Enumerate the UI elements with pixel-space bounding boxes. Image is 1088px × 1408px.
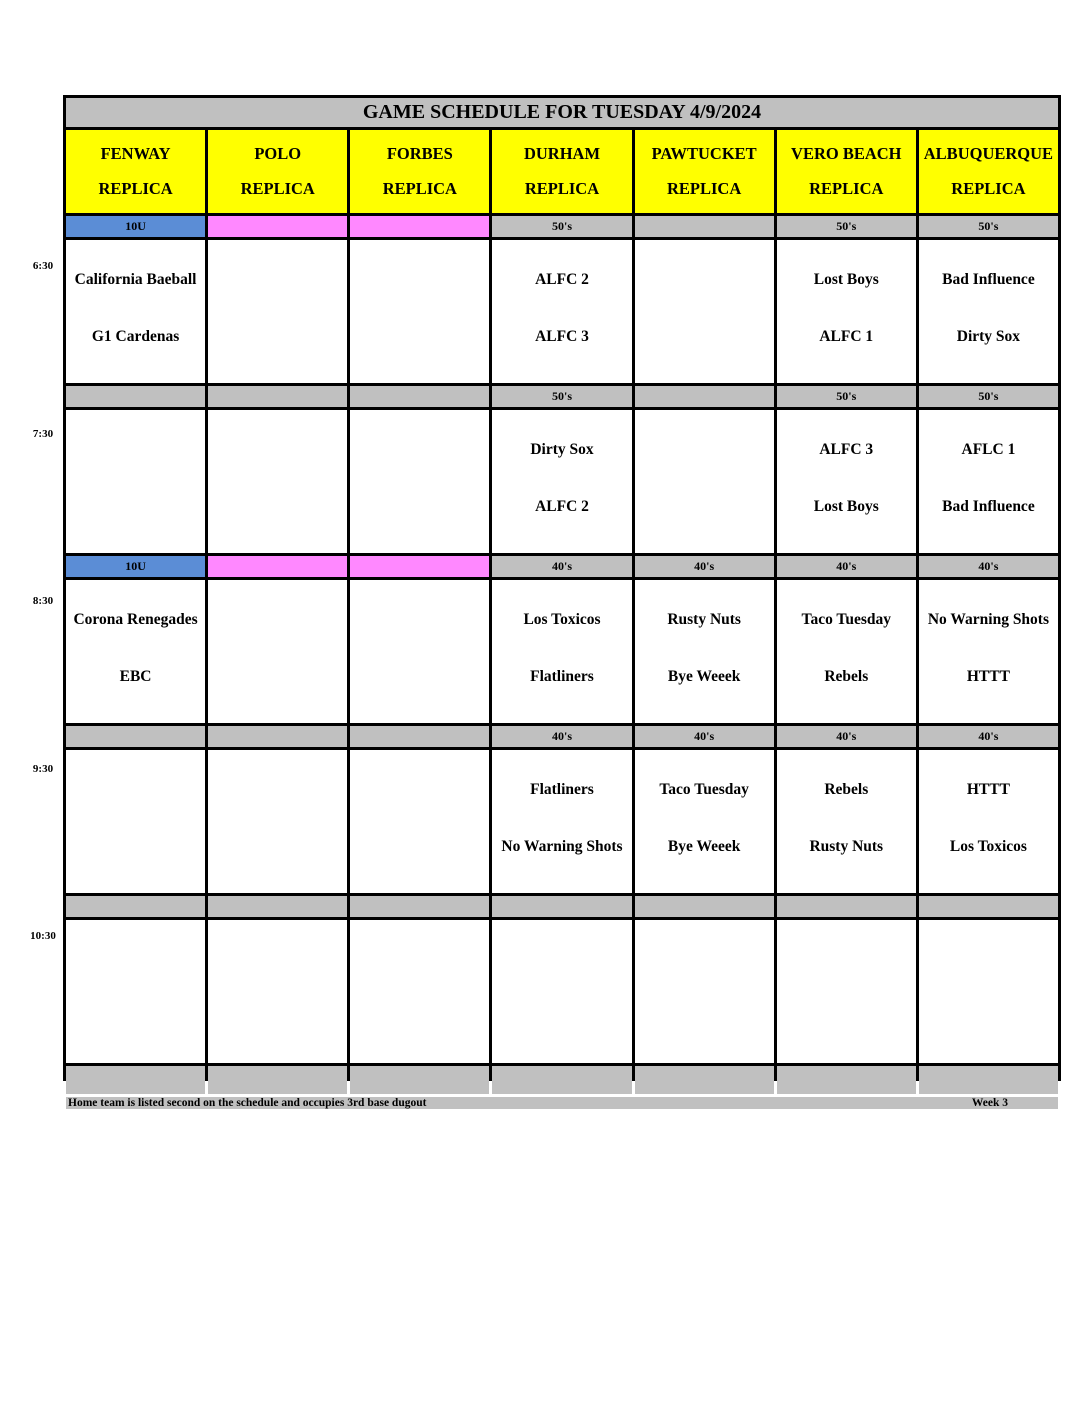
field-name: ALBUQUERQUE [923, 143, 1054, 163]
division-label [66, 896, 205, 917]
away-team: Rusty Nuts [667, 611, 741, 629]
away-team [498, 932, 625, 989]
home-team [641, 989, 768, 1046]
game-cell [492, 410, 631, 553]
away-team [356, 932, 483, 989]
away-team [214, 762, 341, 819]
away-team [925, 932, 1052, 989]
division-label: 50's [777, 216, 916, 237]
divider-cell [919, 1066, 1058, 1094]
division-label [350, 386, 489, 407]
away-team [641, 422, 768, 479]
away-team: Lost Boys [813, 271, 879, 289]
home-team [214, 649, 341, 706]
divider-cell [492, 1066, 631, 1094]
divider-cell [777, 1066, 916, 1094]
field-header [492, 130, 631, 213]
away-team [783, 932, 910, 989]
away-team: Rebels [824, 781, 869, 799]
home-team: Dirty Sox [956, 327, 1021, 345]
away-team: California Baeball [74, 271, 197, 289]
game-cell [635, 240, 774, 383]
divider-cell [350, 1066, 489, 1094]
division-label: 40's [777, 726, 916, 747]
game-cell [777, 920, 916, 1063]
division-label [777, 896, 916, 917]
field-type: REPLICA [951, 179, 1026, 199]
division-label [208, 216, 347, 237]
game-cell [492, 920, 631, 1063]
game-cell [777, 580, 916, 723]
away-team: Los Toxicos [523, 611, 601, 629]
division-label [350, 216, 489, 237]
game-cell [66, 920, 205, 1063]
away-team: Flatliners [530, 781, 594, 799]
home-team: G1 Cardenas [91, 327, 180, 345]
away-team: HTTT [966, 781, 1010, 799]
footer-note: Home team is listed second on the schedule and occupies 3rd base dugout [68, 1097, 427, 1109]
away-team: ALFC 3 [819, 441, 874, 459]
home-team [925, 989, 1052, 1046]
field-type: REPLICA [524, 179, 600, 199]
home-team [214, 989, 341, 1046]
game-cell [208, 920, 347, 1063]
game-cell [635, 410, 774, 553]
away-team [72, 932, 199, 989]
field-type: REPLICA [382, 179, 457, 199]
home-team [641, 309, 768, 366]
division-label [350, 896, 489, 917]
game-cell [919, 410, 1058, 553]
divider-cell [66, 1066, 205, 1094]
division-label: 40's [635, 726, 774, 747]
game-cell [208, 240, 347, 383]
division-label [208, 556, 347, 577]
away-team [356, 252, 483, 309]
game-cell [777, 240, 916, 383]
home-team: Bye Weeek [667, 837, 741, 855]
home-team: Flatliners [530, 667, 594, 685]
field-name: FORBES [386, 143, 453, 163]
division-label: 50's [919, 216, 1058, 237]
away-team: AFLC 1 [961, 441, 1016, 459]
home-team: ALFC 1 [819, 327, 874, 345]
division-label [919, 896, 1058, 917]
away-team: Corona Renegades [73, 611, 198, 629]
away-team [72, 762, 199, 819]
home-team [356, 649, 483, 706]
schedule-table [63, 95, 1061, 1109]
time-label: 10:30 [30, 930, 56, 942]
game-cell [492, 580, 631, 723]
field-name: VERO BEACH [791, 143, 902, 163]
game-cell [66, 410, 205, 553]
field-name: PAWTUCKET [651, 143, 757, 163]
home-team: Rebels [824, 667, 869, 685]
game-cell [350, 240, 489, 383]
home-team [214, 309, 341, 366]
home-team: No Warning Shots [501, 837, 623, 855]
away-team: Bad Influence [942, 271, 1035, 289]
divider-cell [208, 1066, 347, 1094]
home-team [72, 989, 199, 1046]
division-label: 40's [492, 556, 631, 577]
time-label: 8:30 [32, 595, 54, 607]
division-label [208, 386, 347, 407]
away-team [641, 252, 768, 309]
division-label [635, 386, 774, 407]
home-team [214, 479, 341, 536]
home-team: Bad Influence [942, 497, 1035, 515]
division-label: 10U [66, 216, 205, 237]
game-cell [919, 580, 1058, 723]
game-cell [350, 580, 489, 723]
home-team [72, 819, 199, 876]
schedule-title: GAME SCHEDULE FOR TUESDAY 4/9/2024 [66, 98, 1058, 127]
game-cell [635, 920, 774, 1063]
game-cell [919, 920, 1058, 1063]
home-team: Rusty Nuts [809, 837, 884, 855]
time-label: 9:30 [32, 763, 54, 775]
division-label: 40's [777, 556, 916, 577]
field-header [777, 130, 916, 213]
game-cell [66, 240, 205, 383]
game-cell [919, 240, 1058, 383]
away-team [641, 932, 768, 989]
division-label: 40's [635, 556, 774, 577]
field-header [635, 130, 774, 213]
division-label [208, 896, 347, 917]
game-cell [919, 750, 1058, 893]
home-team: ALFC 3 [535, 327, 589, 345]
field-name: FENWAY [100, 143, 171, 163]
away-team: ALFC 2 [535, 271, 589, 289]
home-team [214, 819, 341, 876]
time-label: 7:30 [32, 428, 54, 440]
division-label [635, 216, 774, 237]
field-type: REPLICA [809, 179, 884, 199]
divider-cell [635, 1066, 774, 1094]
game-cell [635, 750, 774, 893]
home-team [356, 989, 483, 1046]
home-team [356, 819, 483, 876]
field-header [919, 130, 1058, 213]
division-label [350, 556, 489, 577]
division-label: 50's [492, 386, 631, 407]
division-label [350, 726, 489, 747]
time-label: 6:30 [32, 260, 54, 272]
field-type: REPLICA [240, 179, 315, 199]
away-team [356, 592, 483, 649]
division-label: 50's [777, 386, 916, 407]
game-cell [208, 410, 347, 553]
week-label: Week 3 [971, 1097, 1008, 1109]
game-cell [208, 580, 347, 723]
field-type: REPLICA [667, 179, 742, 199]
division-label: 40's [492, 726, 631, 747]
division-label [66, 386, 205, 407]
away-team [214, 422, 341, 479]
field-header [208, 130, 347, 213]
away-team [214, 592, 341, 649]
home-team [783, 989, 910, 1046]
game-cell [350, 920, 489, 1063]
home-team: Bye Weeek [667, 667, 741, 685]
division-label: 10U [66, 556, 205, 577]
home-team [641, 479, 768, 536]
home-team [356, 309, 483, 366]
division-label [492, 896, 631, 917]
away-team [356, 762, 483, 819]
home-team [72, 479, 199, 536]
division-label [208, 726, 347, 747]
away-team: No Warning Shots [927, 611, 1049, 629]
home-team [498, 989, 625, 1046]
game-cell [66, 580, 205, 723]
game-cell [350, 410, 489, 553]
field-type: REPLICA [98, 179, 173, 199]
game-cell [635, 580, 774, 723]
home-team: HTTT [966, 667, 1010, 685]
home-team [356, 479, 483, 536]
away-team: Taco Tuesday [659, 781, 749, 799]
field-header [350, 130, 489, 213]
home-team: Lost Boys [813, 497, 879, 515]
game-cell [492, 750, 631, 893]
game-cell [777, 750, 916, 893]
game-cell [208, 750, 347, 893]
division-label [635, 896, 774, 917]
field-header [66, 130, 205, 213]
schedule-footer [66, 1097, 1058, 1109]
game-cell [350, 750, 489, 893]
game-cell [66, 750, 205, 893]
away-team [214, 252, 341, 309]
away-team: Taco Tuesday [801, 611, 891, 629]
away-team: Dirty Sox [530, 441, 594, 459]
division-label [66, 726, 205, 747]
field-name: DURHAM [523, 143, 601, 163]
division-label: 40's [919, 556, 1058, 577]
field-name: POLO [254, 143, 302, 163]
division-label: 50's [919, 386, 1058, 407]
home-team: Los Toxicos [949, 837, 1027, 855]
home-team: ALFC 2 [535, 497, 589, 515]
game-cell [492, 240, 631, 383]
away-team [214, 932, 341, 989]
division-label: 40's [919, 726, 1058, 747]
away-team [72, 422, 199, 479]
away-team [356, 422, 483, 479]
game-cell [777, 410, 916, 553]
home-team: EBC [119, 667, 152, 685]
division-label: 50's [492, 216, 631, 237]
